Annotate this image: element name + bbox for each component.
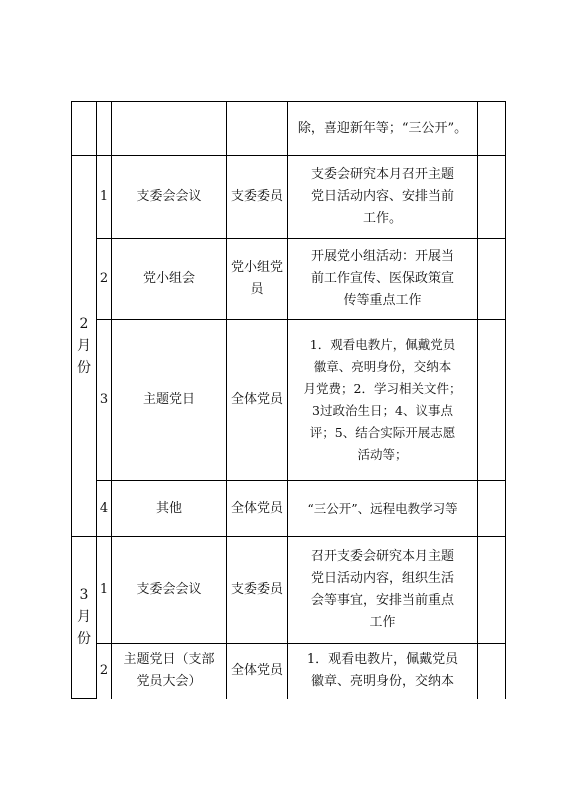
participants-text: 全体党员 [231, 500, 284, 516]
number-cell [97, 102, 112, 156]
content-cell [288, 644, 478, 699]
table-row [72, 481, 506, 537]
remarks-cell [478, 156, 506, 239]
participants-cell [227, 537, 288, 644]
remarks-cell [478, 239, 506, 320]
month-cell [72, 102, 97, 156]
content-line: 工作。 [362, 211, 402, 226]
month-label: 2月份 [77, 315, 91, 376]
content-line: 月党费；2．学习相关文件； [303, 381, 462, 396]
content-line: 3过政治生日；4、议事点 [312, 403, 453, 418]
content-cell [288, 239, 478, 320]
content-line: 工作 [369, 615, 396, 630]
month-cell [72, 537, 97, 699]
table-row [72, 320, 506, 481]
table-row [72, 537, 506, 644]
content-cell [288, 537, 478, 644]
month-label: 3月份 [77, 587, 91, 647]
content-line: 徽章、亮明身份，交纳本 [310, 674, 454, 689]
number-cell: 2 [97, 239, 112, 320]
content-text: 除，喜迎新年等；“三公开”。 [297, 120, 468, 136]
content-line: 党日活动内容，组织生活 [310, 571, 454, 586]
participants-text: 党小组党员 [231, 260, 284, 297]
remarks-cell [478, 537, 506, 644]
content-line: 活动等； [357, 447, 408, 462]
item-text: 主题党日（支部党员大会） [123, 652, 215, 690]
item-cell [112, 102, 227, 156]
item-cell: 其他 [112, 481, 227, 537]
month-cell [72, 156, 97, 537]
content-line: 1．观看电教片，佩戴党员 [309, 337, 456, 352]
content-line: 传等重点工作 [343, 293, 422, 308]
table-row [72, 239, 506, 320]
number-cell: 4 [97, 481, 112, 537]
item-cell: 支委会会议 [112, 156, 227, 239]
content-line: 开展党小组活动：开展当 [310, 249, 454, 264]
participants-cell: 支委委员 [227, 156, 288, 239]
content-line: 党日活动内容、安排当前 [310, 189, 454, 204]
content-cell [288, 481, 478, 537]
participants-cell [227, 644, 288, 699]
number-cell: 3 [97, 320, 112, 481]
content-line: 评；5、结合实际开展志愿 [309, 425, 456, 440]
remarks-cell [478, 481, 506, 537]
content-cell [288, 102, 478, 156]
content-line: “三公开”、远程电教学习等 [307, 500, 458, 516]
participants-cell [227, 102, 288, 156]
participants-text: 全体党员 [231, 392, 284, 407]
content-line: 支委会研究本月召开主题 [310, 167, 454, 182]
item-cell: 支委会会议 [112, 537, 227, 644]
content-line: 徽章、亮明身份，交纳本 [313, 359, 452, 374]
participants-cell [227, 320, 288, 481]
participants-text: 支委委员 [231, 582, 284, 597]
participants-cell [227, 481, 288, 537]
table-row [72, 102, 506, 156]
content-line: 召开支委会研究本月主题 [310, 549, 454, 564]
number-cell: 1 [97, 537, 112, 644]
content-line: 前工作宣传、医保政策宣 [310, 271, 454, 286]
content-cell [288, 156, 478, 239]
content-line: 会等事宜，安排当前重点 [310, 593, 454, 608]
content-line: 1．观看电教片，佩戴党员 [306, 652, 459, 667]
content-cell [288, 320, 478, 481]
number-cell: 1 [97, 156, 112, 239]
number-cell: 2 [97, 644, 112, 699]
table-row [72, 644, 506, 699]
table-row [72, 156, 506, 239]
remarks-cell [478, 644, 506, 699]
participants-cell [227, 239, 288, 320]
remarks-cell [478, 102, 506, 156]
item-cell: 党小组会 [112, 239, 227, 320]
work-plan-table [71, 101, 506, 699]
item-cell: 主题党日 [112, 320, 227, 481]
remarks-cell [478, 320, 506, 481]
participants-text: 全体党员 [231, 663, 284, 679]
item-cell [112, 644, 227, 699]
